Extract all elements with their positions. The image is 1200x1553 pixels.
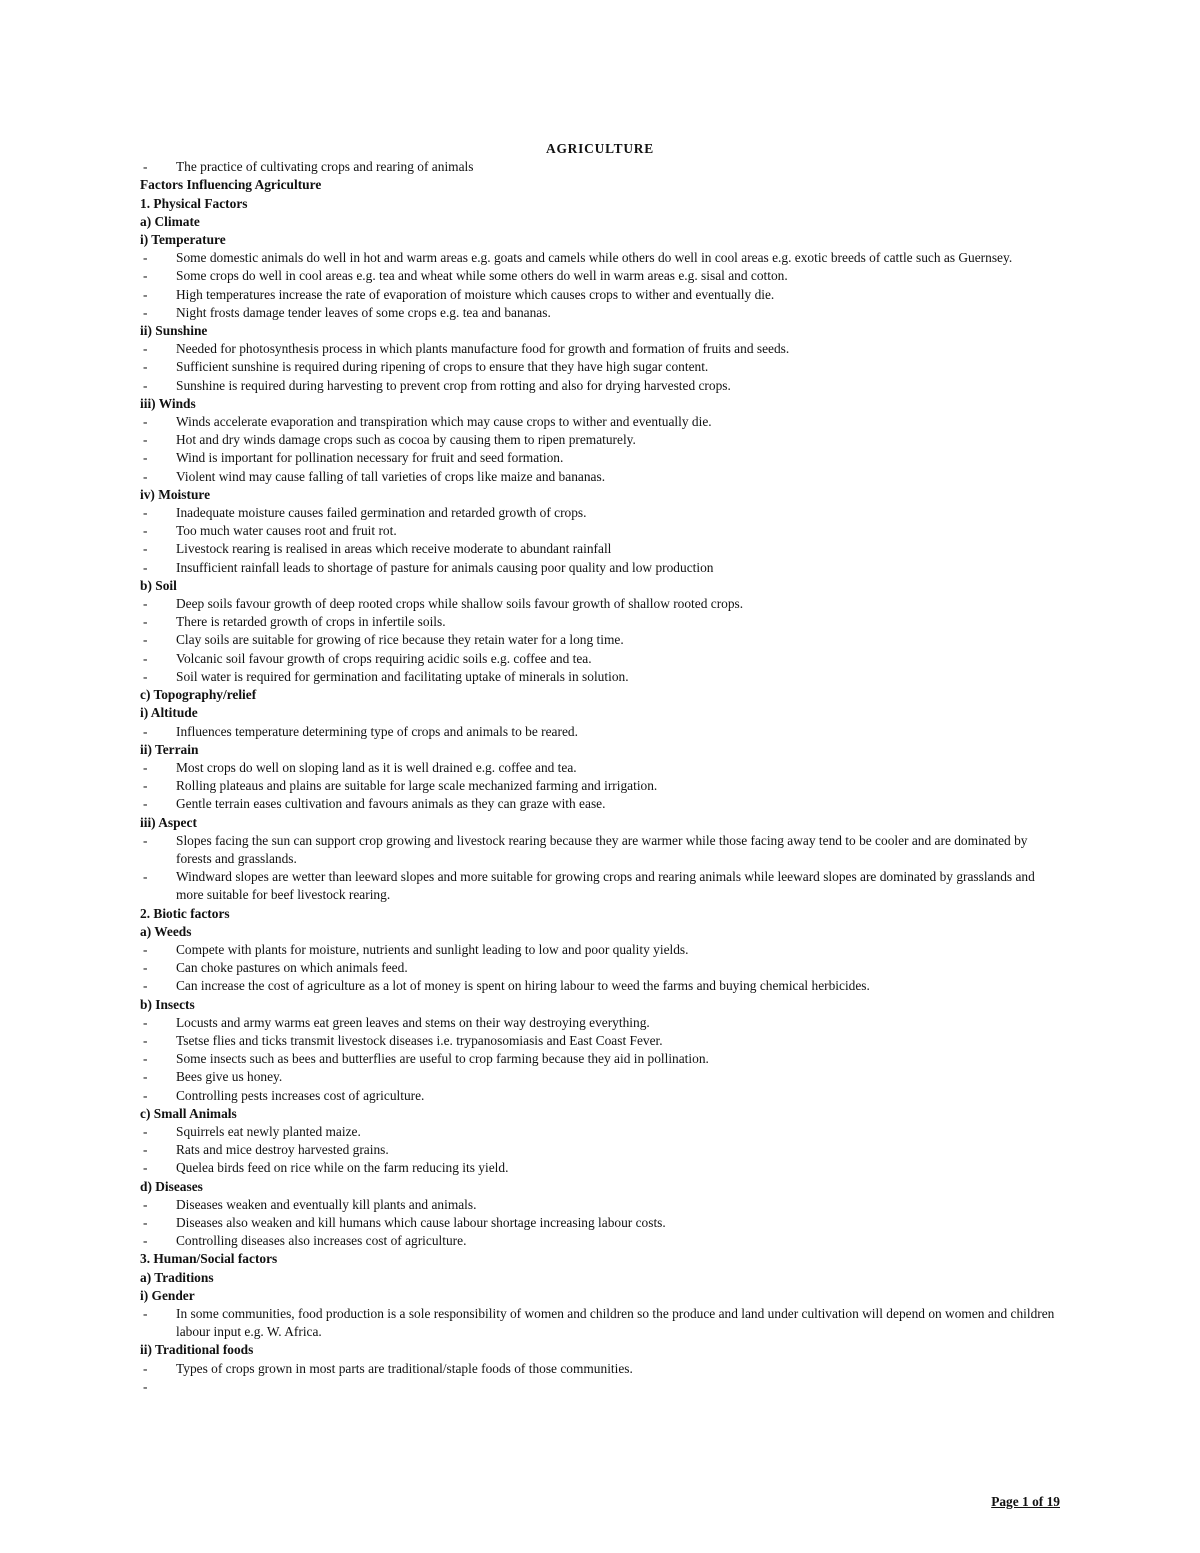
- bullet-item: - Soil water is required for germination and facilitating uptake of minerals in solution.: [140, 668, 1060, 686]
- section-heading: b) Soil: [140, 577, 177, 593]
- bullet-item: - Can increase the cost of agriculture as a lot of money is spent on hiring labour to weed the farms and buying chemical herbicides.: [140, 977, 1060, 995]
- bullet-item: - There is retarded growth of crops in infertile soils.: [140, 613, 1060, 631]
- section-heading: ii) Sunshine: [140, 323, 208, 339]
- bullet-item: - Locusts and army warms eat green leaves and stems on their way destroying everything.: [140, 1014, 1060, 1032]
- bullet-item: - Slopes facing the sun can support crop growing and livestock rearing because they are warmer while those facing away tend to be cooler and are dominated by forests and grasslands.: [140, 832, 1060, 868]
- page-number: Page 1 of 19: [991, 1494, 1060, 1509]
- section-heading: a) Climate: [140, 213, 200, 229]
- bullet-item: - High temperatures increase the rate of evaporation of moisture which causes crops to wither and eventually die.: [140, 286, 1060, 304]
- bullet-item: - Night frosts damage tender leaves of some crops e.g. tea and bananas.: [140, 304, 1060, 322]
- bullet-item: - Some domestic animals do well in hot and warm areas e.g. goats and camels while others do well in cool areas e.g. exotic breeds of cattle such as Guernsey.: [140, 249, 1060, 267]
- bullet-item: - Rolling plateaus and plains are suitable for large scale mechanized farming and irrigation.: [140, 777, 1060, 795]
- bullet-item: - Livestock rearing is realised in areas which receive moderate to abundant rainfall: [140, 540, 1060, 558]
- document-body: [140, 140, 1060, 1396]
- bullet-item: - Diseases also weaken and kill humans which cause labour shortage increasing labour costs.: [140, 1214, 1060, 1232]
- bullet-item: - Rats and mice destroy harvested grains.: [140, 1141, 1060, 1159]
- document-lines: [140, 158, 1060, 1396]
- section-heading: iii) Winds: [140, 395, 196, 411]
- bullet-item: - Bees give us honey.: [140, 1068, 1060, 1086]
- section-heading: 3. Human/Social factors: [140, 1251, 278, 1267]
- bullet-item: - Sufficient sunshine is required during ripening of crops to ensure that they have high sugar content.: [140, 358, 1060, 376]
- section-heading: iii) Aspect: [140, 814, 197, 830]
- bullet-item: - Too much water causes root and fruit rot.: [140, 522, 1060, 540]
- bullet-item: - Winds accelerate evaporation and transpiration which may cause crops to wither and eventually die.: [140, 413, 1060, 431]
- section-heading: ii) Traditional foods: [140, 1342, 254, 1358]
- bullet-item: - Clay soils are suitable for growing of rice because they retain water for a long time.: [140, 631, 1060, 649]
- bullet-item: [140, 1378, 1060, 1396]
- document-title: AGRICULTURE: [545, 141, 654, 156]
- bullet-item: - Inadequate moisture causes failed germination and retarded growth of crops.: [140, 504, 1060, 522]
- bullet-item: - Quelea birds feed on rice while on the farm reducing its yield.: [140, 1159, 1060, 1177]
- bullet-item: - Gentle terrain eases cultivation and favours animals as they can graze with ease.: [140, 795, 1060, 813]
- bullet-item: - Volcanic soil favour growth of crops requiring acidic soils e.g. coffee and tea.: [140, 650, 1060, 668]
- section-heading: 2. Biotic factors: [140, 905, 230, 921]
- bullet-item: - Can choke pastures on which animals feed.: [140, 959, 1060, 977]
- bullet-item: - Hot and dry winds damage crops such as cocoa by causing them to ripen prematurely.: [140, 431, 1060, 449]
- section-heading: a) Weeds: [140, 923, 192, 939]
- bullet-item: - Tsetse flies and ticks transmit livestock diseases i.e. trypanosomiasis and East Coast Fever.: [140, 1032, 1060, 1050]
- bullet-item: - Squirrels eat newly planted maize.: [140, 1123, 1060, 1141]
- section-heading: iv) Moisture: [140, 486, 211, 502]
- bullet-item: - Wind is important for pollination necessary for fruit and seed formation.: [140, 449, 1060, 467]
- bullet-item: - The practice of cultivating crops and rearing of animals: [140, 158, 1060, 176]
- section-heading: c) Topography/relief: [140, 687, 257, 703]
- bullet-item: - Controlling diseases also increases cost of agriculture.: [140, 1232, 1060, 1250]
- section-heading: i) Gender: [140, 1287, 195, 1303]
- bullet-item: - Insufficient rainfall leads to shortage of pasture for animals causing poor quality and low production: [140, 559, 1060, 577]
- section-heading: i) Temperature: [140, 232, 226, 248]
- section-heading: d) Diseases: [140, 1178, 203, 1194]
- section-heading: Factors Influencing Agriculture: [140, 177, 322, 193]
- section-heading: ii) Terrain: [140, 741, 199, 757]
- bullet-item: - Deep soils favour growth of deep rooted crops while shallow soils favour growth of shallow rooted crops.: [140, 595, 1060, 613]
- bullet-item: - In some communities, food production is a sole responsibility of women and children so the produce and land under cultivation will depend on women and children labour input e.g. W. Africa.: [140, 1305, 1060, 1341]
- bullet-item: - Influences temperature determining type of crops and animals to be reared.: [140, 723, 1060, 741]
- bullet-item: - Diseases weaken and eventually kill plants and animals.: [140, 1196, 1060, 1214]
- bullet-item: - Windward slopes are wetter than leeward slopes and more suitable for growing crops and rearing animals while leeward slopes are dominated by grasslands and more suitable for beef livestock rearing.: [140, 868, 1060, 904]
- bullet-item: - Some crops do well in cool areas e.g. tea and wheat while some others do well in warm areas e.g. sisal and cotton.: [140, 267, 1060, 285]
- section-heading: i) Altitude: [140, 705, 198, 721]
- bullet-item: - Some insects such as bees and butterflies are useful to crop farming because they aid in pollination.: [140, 1050, 1060, 1068]
- section-heading: b) Insects: [140, 996, 195, 1012]
- section-heading: c) Small Animals: [140, 1105, 237, 1121]
- bullet-item: - Sunshine is required during harvesting to prevent crop from rotting and also for drying harvested crops.: [140, 377, 1060, 395]
- bullet-item: - Needed for photosynthesis process in which plants manufacture food for growth and formation of fruits and seeds.: [140, 340, 1060, 358]
- bullet-item: - Types of crops grown in most parts are traditional/staple foods of those communities.: [140, 1360, 1060, 1378]
- bullet-item: - Controlling pests increases cost of agriculture.: [140, 1087, 1060, 1105]
- section-heading: a) Traditions: [140, 1269, 214, 1285]
- bullet-item: - Violent wind may cause falling of tall varieties of crops like maize and bananas.: [140, 468, 1060, 486]
- bullet-item: - Most crops do well on sloping land as it is well drained e.g. coffee and tea.: [140, 759, 1060, 777]
- section-heading: 1. Physical Factors: [140, 195, 248, 211]
- bullet-item: - Compete with plants for moisture, nutrients and sunlight leading to low and poor quality yields.: [140, 941, 1060, 959]
